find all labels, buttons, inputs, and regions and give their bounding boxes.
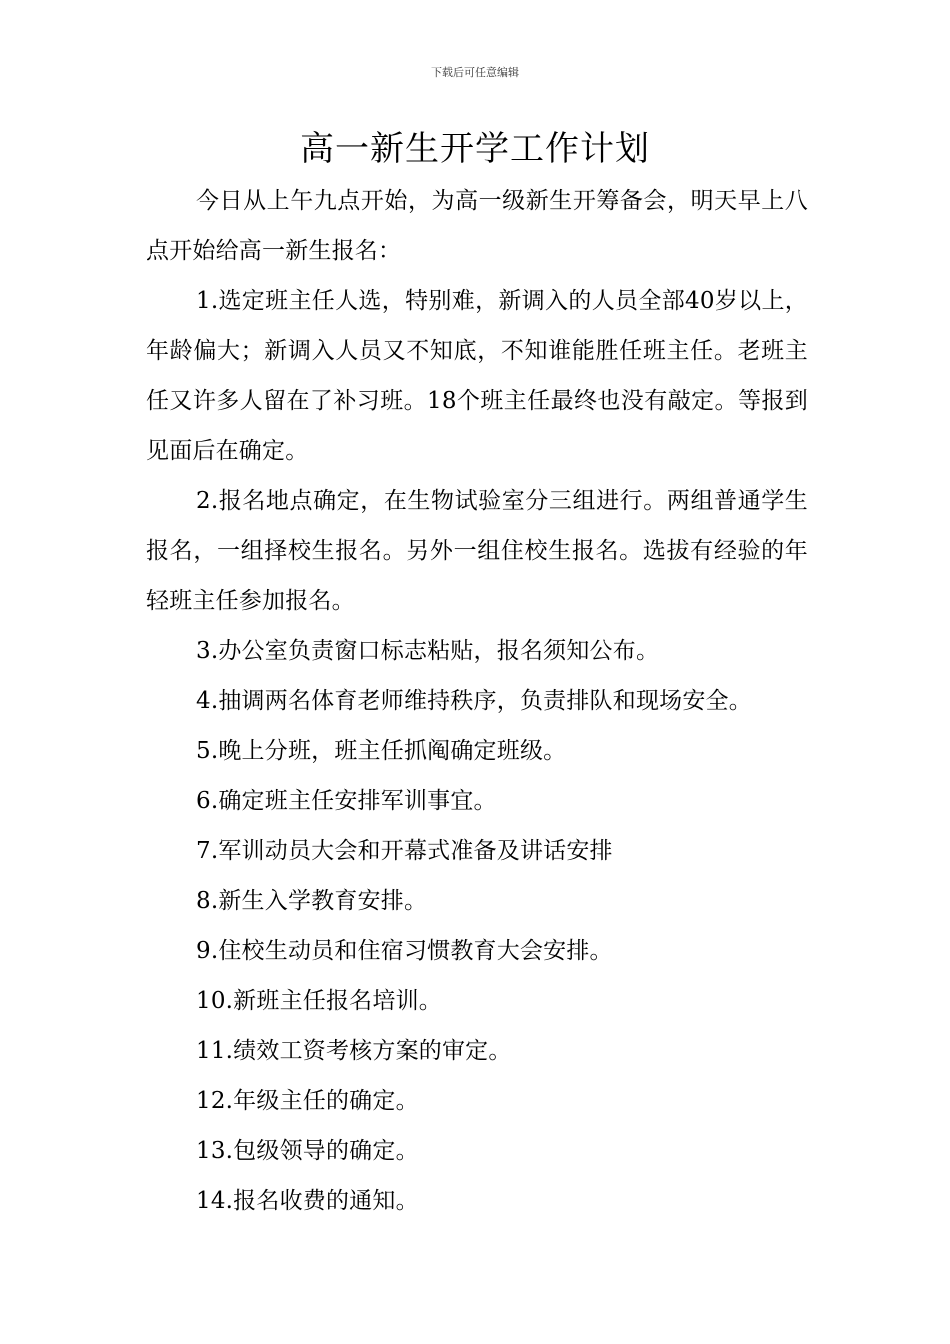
list-item-4: 4.抽调两名体育老师维持秩序，负责排队和现场安全。 (196, 688, 752, 714)
document-body (146, 176, 808, 1226)
list-item-2: 2.报名地点确定，在生物试验室分三组进行。两组普通学生报名，一组择校生报名。另外一组住校生报名。选拔有经验的年轻班主任参加报名。 (146, 488, 808, 614)
list-item-13: 13.包级领导的确定。 (196, 1138, 419, 1164)
list-item-12: 12.年级主任的确定。 (196, 1088, 419, 1114)
list-item-1: 1.选定班主任人选，特别难，新调入的人员全部40岁以上，年龄偏大；新调入人员又不知底，不知谁能胜任班主任。老班主任又许多人留在了补习班。18个班主任最终也没有敲定。等报到见面后在确定。 (146, 288, 808, 464)
header-note: 下载后可任意编辑 (431, 66, 519, 79)
list-item-6: 6.确定班主任安排军训事宜。 (196, 788, 497, 814)
list-item-10: 10.新班主任报名培训。 (196, 988, 442, 1014)
list-item-14: 14.报名收费的通知。 (196, 1188, 419, 1214)
list-item-3: 3.办公室负责窗口标志粘贴，报名须知公布。 (196, 638, 660, 664)
list-item-5: 5.晚上分班，班主任抓阄确定班级。 (196, 738, 567, 764)
list-item-9: 9.住校生动员和住宿习惯教育大会安排。 (196, 938, 613, 964)
document-title: 高一新生开学工作计划 (300, 129, 650, 169)
list-item-7: 7.军训动员大会和开幕式准备及讲话安排 (196, 838, 613, 864)
paragraph-intro: 今日从上午九点开始，为高一级新生开筹备会，明天早上八点开始给高一新生报名： (146, 188, 808, 264)
list-item-11: 11.绩效工资考核方案的审定。 (196, 1038, 512, 1064)
list-item-8: 8.新生入学教育安排。 (196, 888, 428, 914)
